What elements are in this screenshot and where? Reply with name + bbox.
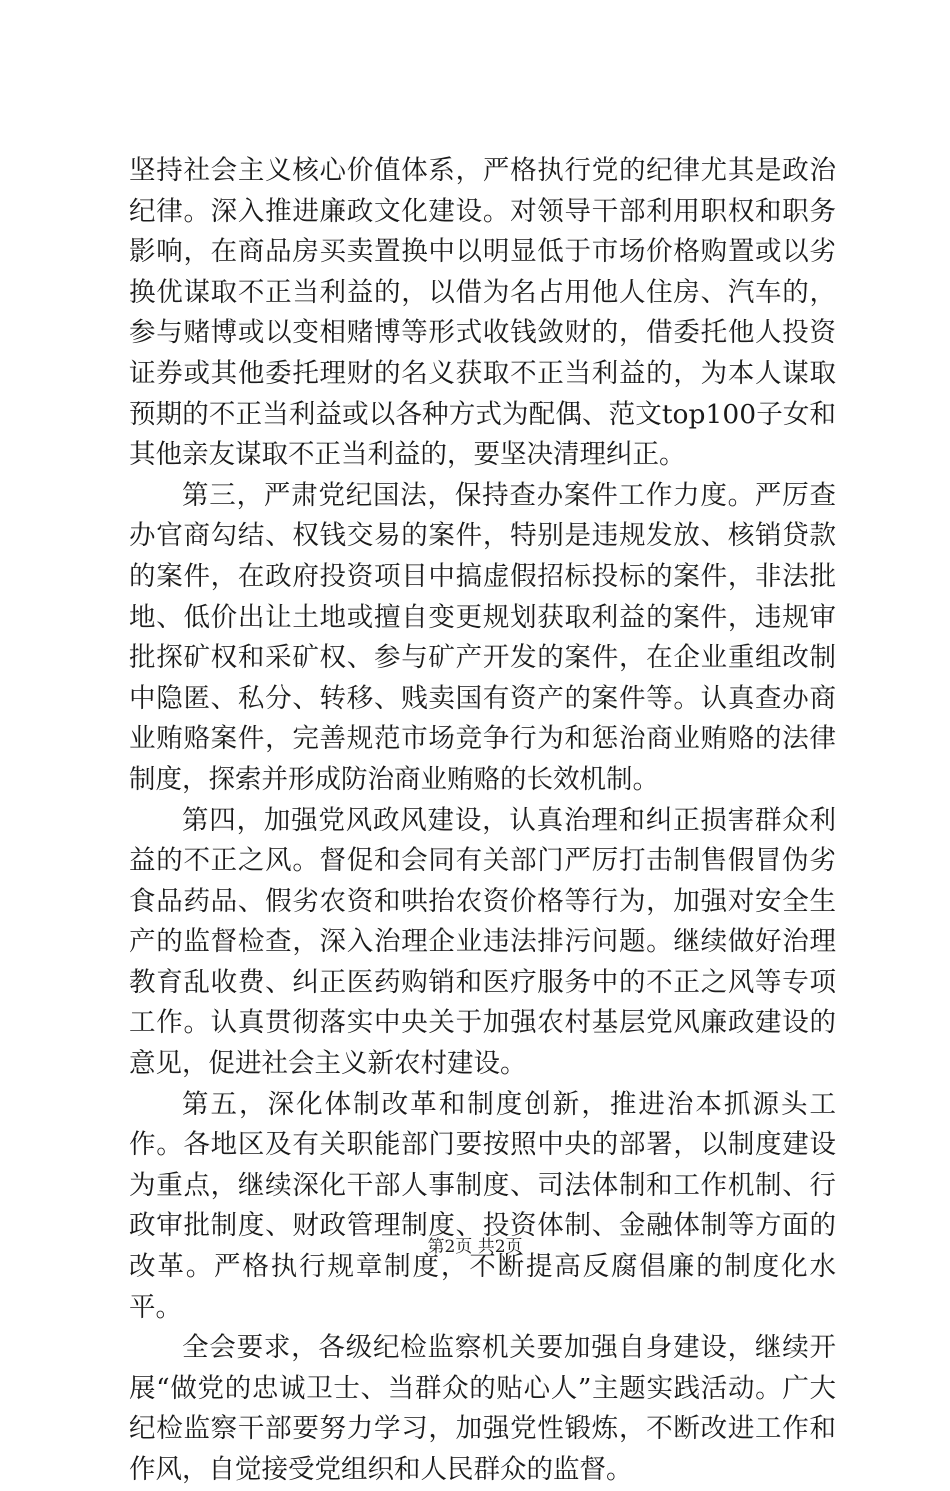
paragraph-fifth-point: 第五，深化体制改革和制度创新，推进治本抓源头工作。各地区及有关职能部门要按照中央的部署，以制度建设为重点，继续深化干部人事制度、司法体制和工作机制、行政审批制度、财政管理制度、投资体制、金融体制等方面的改革。严格执行规章制度，不断提高反腐倡廉的制度化水平。 bbox=[129, 1088, 836, 1323]
document-body bbox=[129, 151, 836, 1491]
paragraph-fourth-point: 第四，加强党风政风建设，认真治理和纠正损害群众利益的不正之风。督促和会同有关部门严厉打击制售假冒伪劣食品药品、假劣农资和哄抬农资价格等行为，加强对安全生产的监督检查，深入治理企业违法排污问题。继续做好治理教育乱收费、纠正医药购销和医疗服务中的不正之风等专项工作。认真贯彻落实中央关于加强农村基层党风廉政建设的意见，促进社会主义新农村建设。 bbox=[129, 804, 836, 1080]
page-number-footer: 第2页 共2页 bbox=[427, 1237, 523, 1257]
paragraph-continuation: 坚持社会主义核心价值体系，严格执行党的纪律尤其是政治纪律。深入推进廉政文化建设。对领导干部利用职权和职务影响，在商品房买卖置换中以明显低于市场价格购置或以劣换优谋取不正当利益的，以借为名占用他人住房、汽车的，参与赌博或以变相赌博等形式收钱敛财的，借委托他人投资证券或其他委托理财的名义获取不正当利益的，为本人谋取预期的不正当利益或以各种方式为配偶、范文top100子女和其他亲友谋取不正当利益的，要坚决清理纠正。 bbox=[129, 155, 836, 471]
paragraph-plenary-requirement: 全会要求，各级纪检监察机关要加强自身建设，继续开展“做党的忠诚卫士、当群众的贴心人”主题实践活动。广大纪检监察干部要努力学习，加强党性锻炼，不断改进工作和作风，自觉接受党组织和人民群众的监督。 bbox=[129, 1332, 836, 1485]
paragraph-third-point: 第三，严肃党纪国法，保持查办案件工作力度。严厉查办官商勾结、权钱交易的案件，特别是违规发放、核销贷款的案件，在政府投资项目中搞虚假招标投标的案件，非法批地、低价出让土地或擅自变更规划获取利益的案件，违规审批探矿权和采矿权、参与矿产开发的案件，在企业重组改制中隐匿、私分、转移、贱卖国有资产的案件等。认真查办商业贿赂案件，完善规范市场竞争行为和惩治商业贿赂的法律制度，探索并形成防治商业贿赂的长效机制。 bbox=[129, 479, 836, 795]
